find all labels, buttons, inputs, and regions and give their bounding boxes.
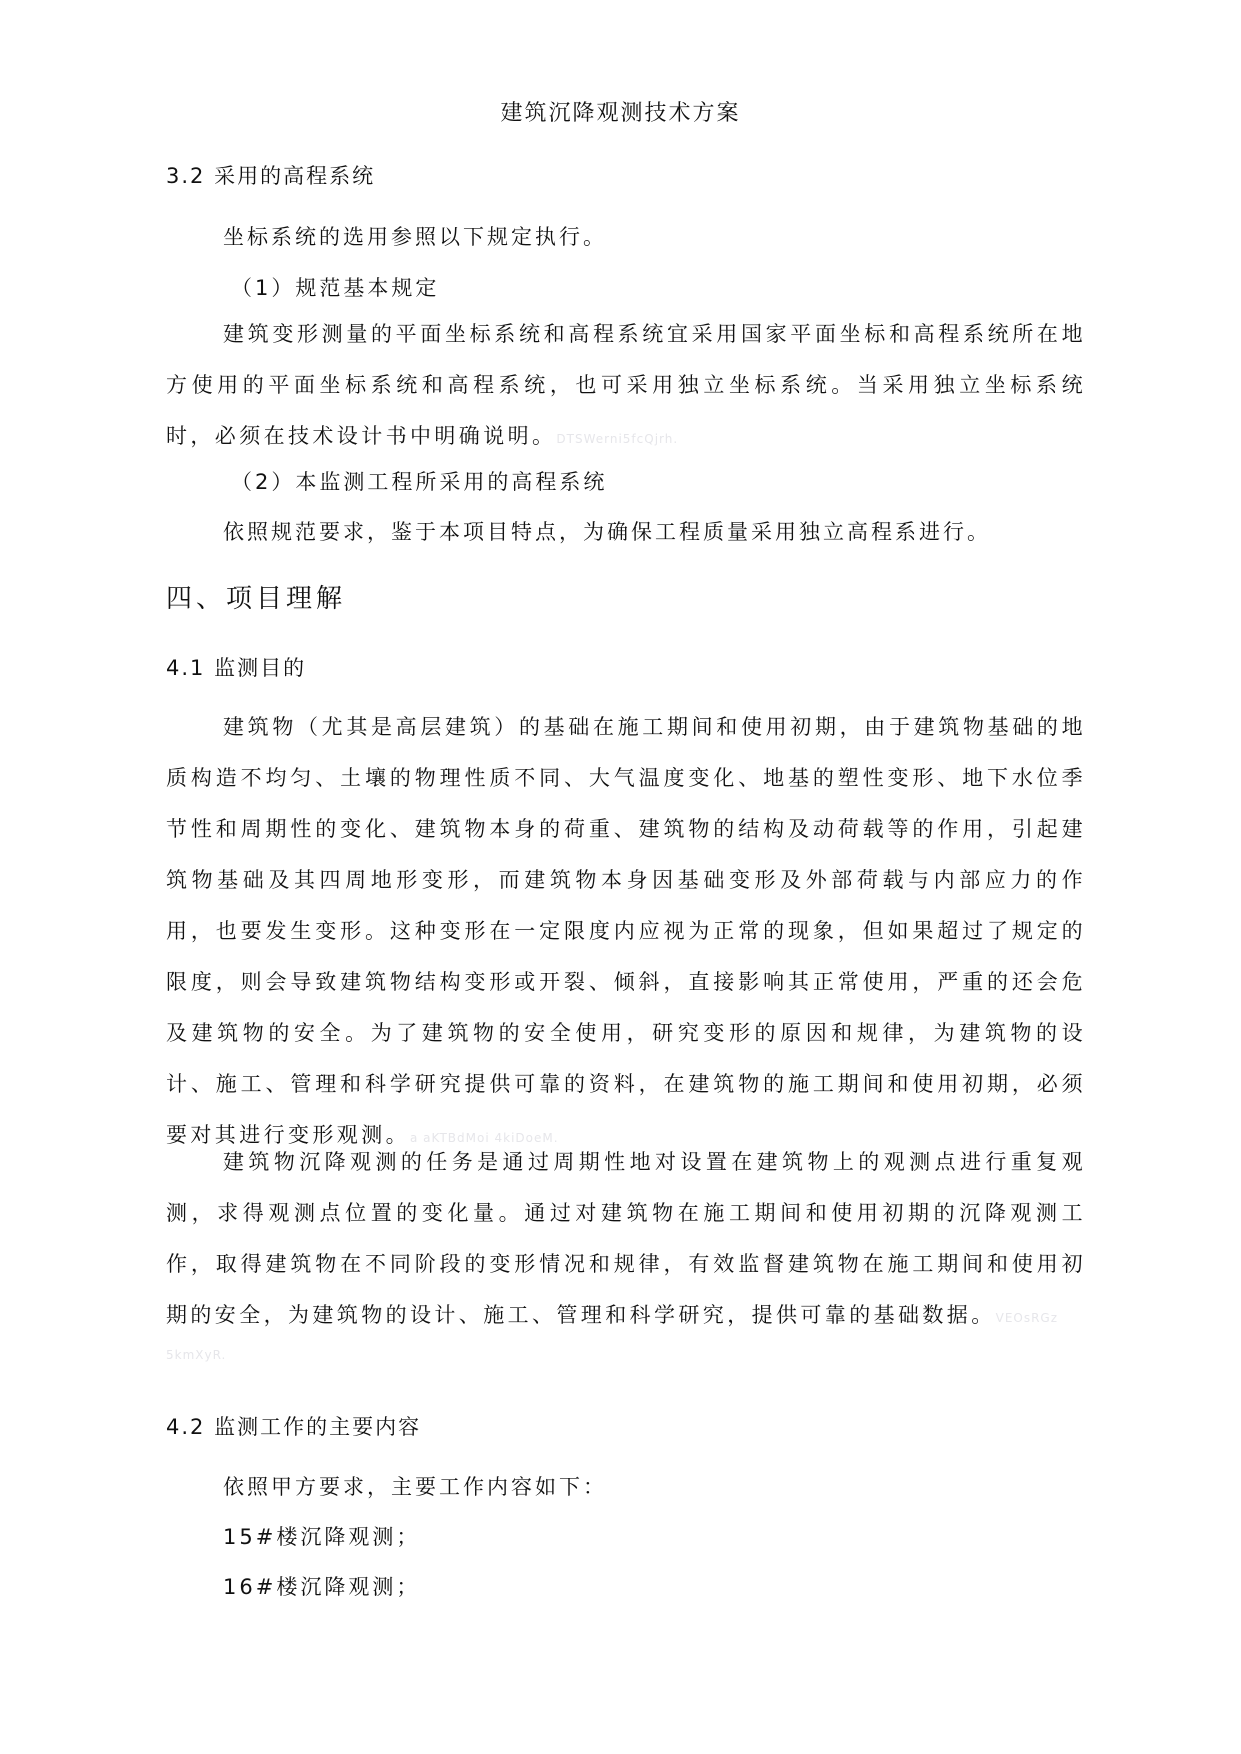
list-item-1: （1）规范基本规定 xyxy=(231,276,440,300)
section-4-heading: 四、项目理解 xyxy=(166,584,347,614)
paragraph-settlement-task xyxy=(166,1137,1086,1344)
paragraph-elevation-system: 依照规范要求，鉴于本项目特点，为确保工程质量采用独立高程系进行。 xyxy=(223,520,991,544)
section-4-2-heading: 4.2 监测工作的主要内容 xyxy=(166,1415,422,1439)
section-4-1-heading: 4.1 监测目的 xyxy=(166,656,307,680)
work-item-15: 15#楼沉降观测； xyxy=(223,1525,421,1549)
list-item-2: （2）本监测工程所采用的高程系统 xyxy=(231,470,608,494)
section-3-2-intro: 坐标系统的选用参照以下规定执行。 xyxy=(223,225,607,249)
paragraph-monitoring-purpose xyxy=(166,702,1086,1164)
work-item-16: 16#楼沉降观测； xyxy=(223,1575,421,1599)
watermark-text: a aKTBdMoi 4kiDoeM. xyxy=(410,1131,559,1145)
watermark-text: DTSWerni5fcQjrh. xyxy=(556,432,679,446)
section-3-2-heading: 3.2 采用的高程系统 xyxy=(166,164,376,188)
watermark-text: VEOsRGz xyxy=(995,1311,1059,1325)
section-4-2-intro: 依照甲方要求，主要工作内容如下： xyxy=(223,1475,607,1499)
watermark-text: 5kmXyR. xyxy=(166,1348,227,1362)
paragraph-text: 建筑物沉降观测的任务是通过周期性地对设置在建筑物上的观测点进行重复观测，求得观测点位置的变化量。通过对建筑物在施工期间和使用初期的沉降观测工作，取得建筑物在不同阶段的变形情况和规律，有效监督建筑物在施工期间和使用初期的安全，为建筑物的设计、施工、管理和科学研究，提供可靠的基础数据。 xyxy=(166,1150,1086,1327)
paragraph-text: 建筑变形测量的平面坐标系统和高程系统宜采用国家平面坐标和高程系统所在地方使用的平面坐标系统和高程系统，也可采用独立坐标系统。当采用独立坐标系统时，必须在技术设计书中明确说明。 xyxy=(166,322,1086,448)
page-header-title: 建筑沉降观测技术方案 xyxy=(500,101,741,126)
paragraph-text: 建筑物（尤其是高层建筑）的基础在施工期间和使用初期，由于建筑物基础的地质构造不均匀、土壤的物理性质不同、大气温度变化、地基的塑性变形、地下水位季节性和周期性的变化、建筑物本身的荷重、建筑物的结构及动荷载等的作用，引起建筑物基础及其四周地形变形，而建筑物本身因基础变形及外部荷载与内部应力的作用，也要发生变形。这种变形在一定限度内应视为正常的现象，但如果超过了规定的限度，则会导致建筑物结构变形或开裂、倾斜，直接影响其正常使用，严重的还会危及建筑物的安全。为了建筑物的安全使用，研究变形的原因和规律，为建筑物的设计、施工、管理和科学研究提供可靠的资料，在建筑物的施工期间和使用初期，必须要对其进行变形观测。 xyxy=(166,715,1086,1147)
paragraph-coordinate-rules xyxy=(166,309,1086,465)
